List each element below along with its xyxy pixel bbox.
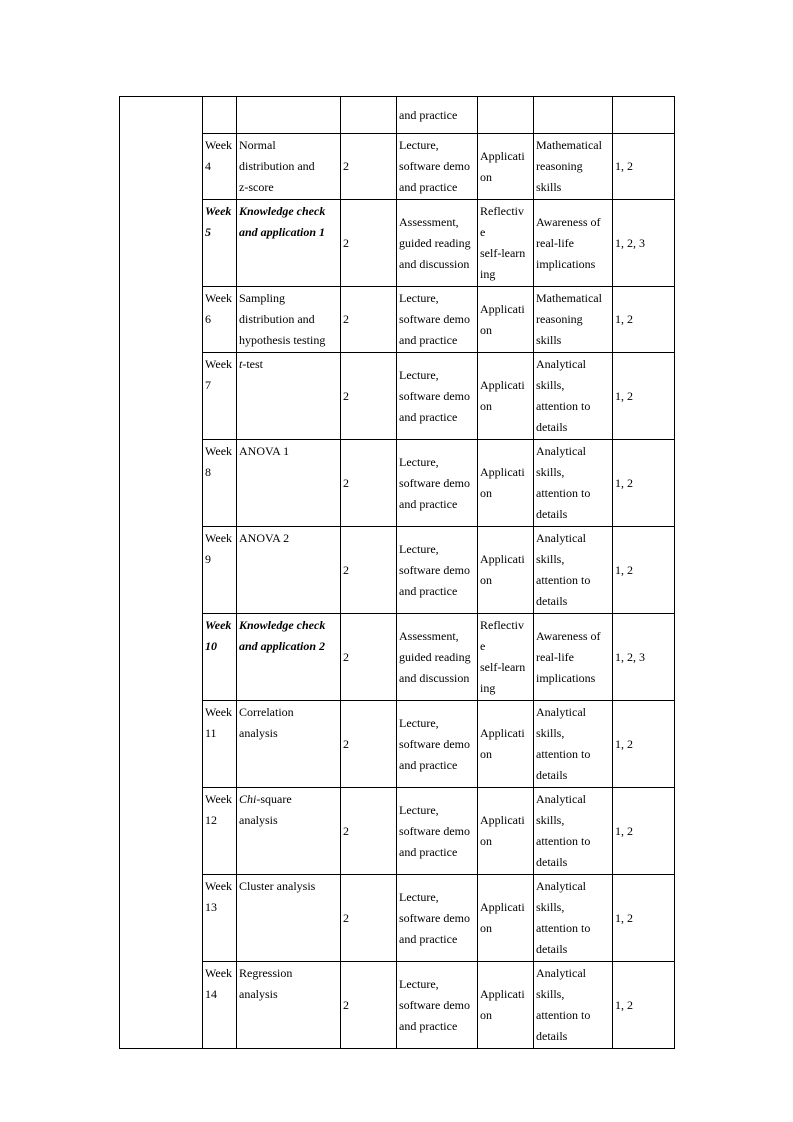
learning-type-cell: Applicati on [478,701,534,788]
learning-type-cell: Reflectiv e self-learn ing [478,614,534,701]
topic-cell [237,875,341,962]
skills-cell: Analytical skills, attention to details [534,527,613,614]
teaching-method-cell: and practice [397,97,478,134]
topic-cell [237,788,341,875]
topic-text: ANOVA 2 [239,531,290,545]
skills-cell: Analytical skills, attention to details [534,701,613,788]
week-cell: Week 5 [203,200,237,287]
teaching-method-cell: Lecture, software demo and practice [397,875,478,962]
topic-text: -square analysis [239,792,292,827]
teaching-method-cell: Lecture, software demo and practice [397,527,478,614]
learning-type-cell: Applicati on [478,134,534,200]
teaching-method-cell: Lecture, software demo and practice [397,962,478,1049]
learning-outcomes-cell: 1, 2, 3 [613,200,675,287]
learning-type-cell: Applicati on [478,287,534,353]
hours-cell: 2 [341,287,397,353]
hours-cell: 2 [341,200,397,287]
learning-outcomes-cell: 1, 2 [613,134,675,200]
merged-category-cell [120,97,203,1049]
topic-text: Sampling distribution and hypothesis testing [239,291,326,347]
topic-cell [237,701,341,788]
week-cell: Week 12 [203,788,237,875]
topic-text: Correlation analysis [239,705,294,740]
week-cell: Week 7 [203,353,237,440]
learning-outcomes-cell: 1, 2 [613,527,675,614]
learning-outcomes-cell: 1, 2 [613,701,675,788]
learning-outcomes-cell: 1, 2 [613,353,675,440]
table-row [120,701,675,788]
skills-cell: Mathematical reasoning skills [534,287,613,353]
table-row [120,287,675,353]
learning-type-cell: Reflectiv e self-learn ing [478,200,534,287]
table-row [120,134,675,200]
hours-cell: 2 [341,527,397,614]
learning-type-cell: Applicati on [478,875,534,962]
teaching-method-cell: Assessment, guided reading and discussion [397,614,478,701]
table-row [120,875,675,962]
learning-outcomes-cell: 1, 2, 3 [613,614,675,701]
learning-type-cell: Applicati on [478,527,534,614]
topic-cell [237,614,341,701]
hours-cell [341,97,397,134]
hours-cell: 2 [341,875,397,962]
learning-outcomes-cell: 1, 2 [613,440,675,527]
table-row [120,200,675,287]
hours-cell: 2 [341,440,397,527]
skills-cell: Analytical skills, attention to details [534,788,613,875]
learning-type-cell: Applicati on [478,440,534,527]
topic-cell [237,287,341,353]
topic-text: Regression analysis [239,966,293,1001]
hours-cell: 2 [341,614,397,701]
skills-cell: Analytical skills, attention to details [534,962,613,1049]
topic-text: -test [242,357,264,371]
week-cell: Week 11 [203,701,237,788]
week-cell: Week 13 [203,875,237,962]
learning-outcomes-cell: 1, 2 [613,287,675,353]
teaching-method-cell: Lecture, software demo and practice [397,701,478,788]
table-row [120,527,675,614]
skills-cell: Awareness of real-life implications [534,200,613,287]
topic-cell [237,527,341,614]
week-cell: Week 9 [203,527,237,614]
table-row [120,440,675,527]
learning-outcomes-cell [613,97,675,134]
skills-cell: Analytical skills, attention to details [534,875,613,962]
topic-text: Knowledge check and application 1 [239,204,326,239]
learning-type-cell: Applicati on [478,353,534,440]
hours-cell: 2 [341,134,397,200]
skills-cell: Analytical skills, attention to details [534,440,613,527]
teaching-method-cell: Lecture, software demo and practice [397,287,478,353]
week-cell [203,97,237,134]
table-row [120,614,675,701]
hours-cell: 2 [341,962,397,1049]
skills-cell: Analytical skills, attention to details [534,353,613,440]
topic-text: ANOVA 1 [239,444,290,458]
table-row [120,353,675,440]
hours-cell: 2 [341,353,397,440]
learning-type-cell [478,97,534,134]
learning-outcomes-cell: 1, 2 [613,962,675,1049]
skills-cell [534,97,613,134]
week-cell: Week 10 [203,614,237,701]
week-cell: Week 4 [203,134,237,200]
teaching-method-cell: Lecture, software demo and practice [397,353,478,440]
teaching-method-cell: Assessment, guided reading and discussion [397,200,478,287]
topic-text: Knowledge check and application 2 [239,618,326,653]
topic-italic-part: Chi [239,792,257,806]
teaching-method-cell: Lecture, software demo and practice [397,440,478,527]
skills-cell: Awareness of real-life implications [534,614,613,701]
skills-cell: Mathematical reasoning skills [534,134,613,200]
table-row [120,788,675,875]
topic-cell [237,962,341,1049]
table-row [120,962,675,1049]
table-row [120,97,675,134]
topic-cell [237,97,341,134]
week-cell: Week 6 [203,287,237,353]
learning-outcomes-cell: 1, 2 [613,788,675,875]
topic-text: Normal distribution and z-score [239,138,315,194]
week-cell: Week 14 [203,962,237,1049]
teaching-method-cell: Lecture, software demo and practice [397,134,478,200]
topic-italic-part: t [239,357,243,371]
week-cell: Week 8 [203,440,237,527]
teaching-method-cell: Lecture, software demo and practice [397,788,478,875]
topic-cell [237,200,341,287]
topic-cell [237,134,341,200]
learning-outcomes-cell: 1, 2 [613,875,675,962]
hours-cell: 2 [341,788,397,875]
learning-type-cell: Applicati on [478,788,534,875]
course-schedule-table [119,96,675,1049]
learning-type-cell: Applicati on [478,962,534,1049]
topic-cell [237,353,341,440]
topic-text: Cluster analysis [239,879,316,893]
topic-cell [237,440,341,527]
hours-cell: 2 [341,701,397,788]
